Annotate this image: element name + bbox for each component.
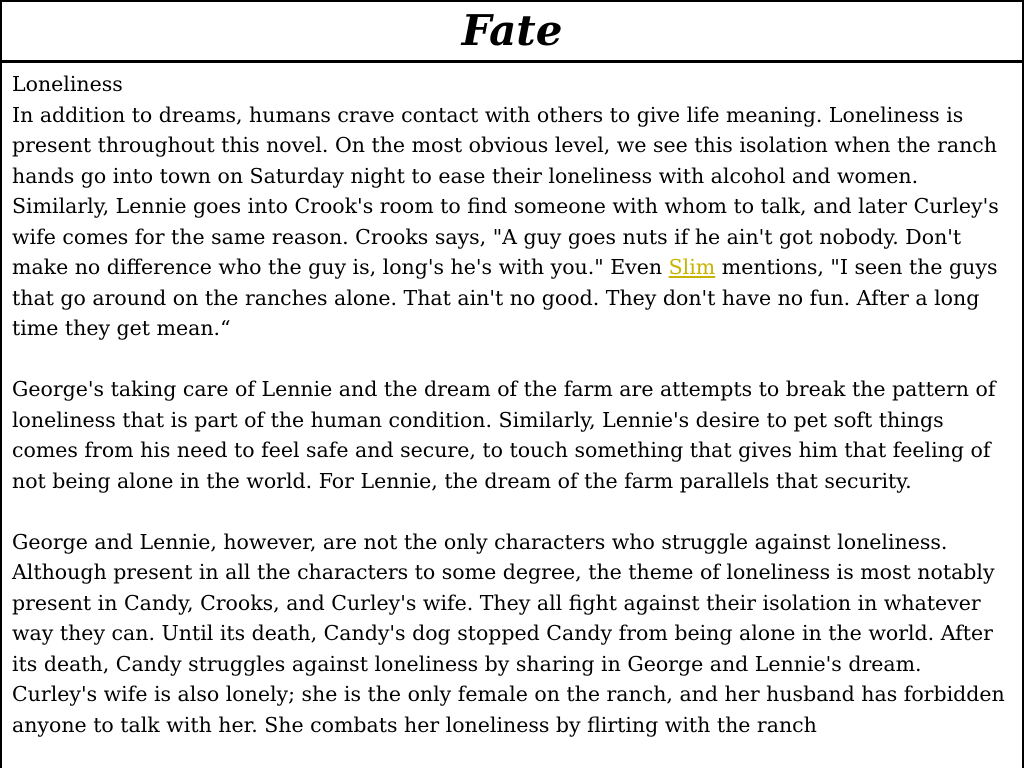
paragraph-1-text-after: mentions, "I seen the guys that go around on the ranches alone. That ain't no good. They don't have no fun. After a long time they get mean.“ (12, 255, 998, 340)
slide-title: Fate (461, 6, 563, 55)
paragraph-gap (12, 496, 1012, 527)
paragraph-gap (12, 344, 1012, 375)
section-heading: Loneliness (12, 72, 123, 96)
body-text (2, 63, 1022, 740)
paragraph-1-text-before: In addition to dreams, humans crave contact with others to give life meaning. Loneliness is present throughout this novel. On the most obvious level, we see this isolation when the ranch hands go into town on Saturday night to ease their loneliness with alcohol and women. Similarly, Lennie goes into Crook's room to find someone with whom to talk, and later Curley's wife comes for the same reason. Crooks says, "A guy goes nuts if he ain't got nobody. Don't make no difference who the guy is, long's he's with you." Even (12, 102, 999, 279)
title-bar (2, 2, 1022, 63)
slim-link[interactable]: Slim (668, 255, 716, 279)
paragraph-3: George and Lennie, however, are not the only characters who struggle against loneliness. Although present in all the characters to some degree, the theme of loneliness is most notably present in Candy, Crooks, and Curley's wife. They all fight against their isolation in whatever way they can. Until its death, Candy's dog stopped Candy from being alone in the world. After its death, Candy struggles against loneliness by sharing in George and Lennie's dream. Curley's wife is also lonely; she is the only female on the ranch, and her husband has forbidden anyone to talk with her. She combats her loneliness by flirting with the ranch (12, 529, 1005, 737)
paragraph-1 (12, 100, 1012, 344)
paragraph-2: George's taking care of Lennie and the dream of the farm are attempts to break the pattern of loneliness that is part of the human condition. Similarly, Lennie's desire to pet soft things comes from his need to feel safe and secure, to touch something that gives him that feeling of not being alone in the world. For Lennie, the dream of the farm parallels that security. (12, 377, 996, 493)
